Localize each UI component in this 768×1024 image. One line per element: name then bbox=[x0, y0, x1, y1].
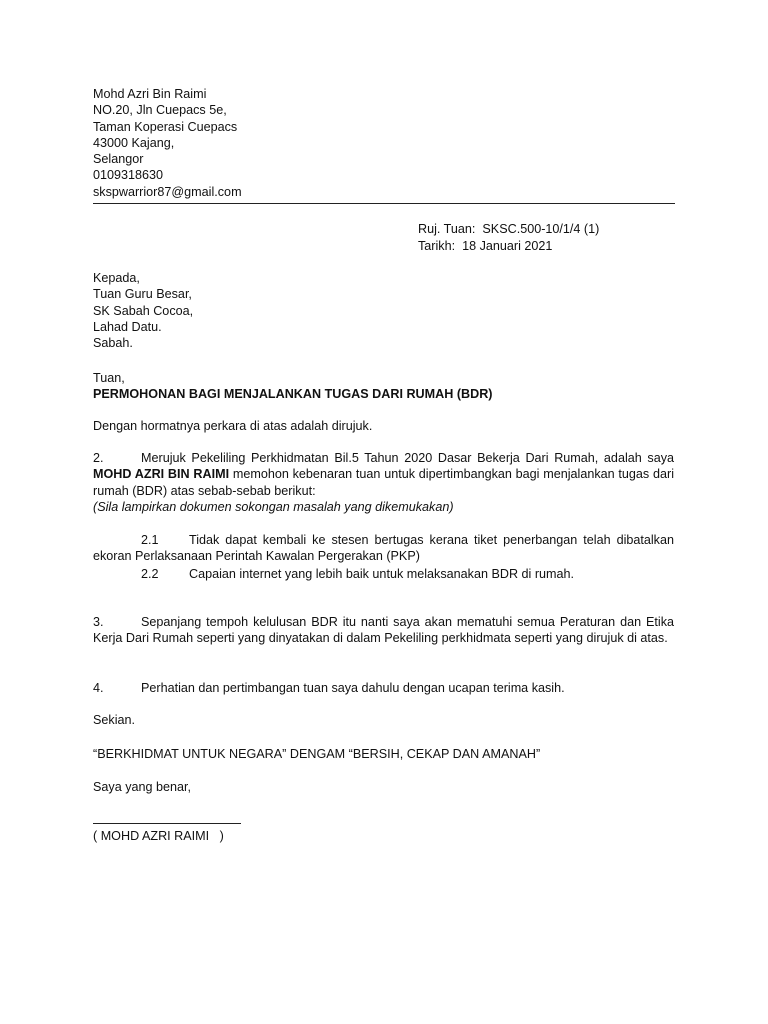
reference-label: Ruj. Tuan: bbox=[418, 222, 476, 236]
greeting-block bbox=[93, 370, 674, 403]
recipient-line: Kepada, bbox=[93, 271, 140, 285]
recipient-address bbox=[93, 270, 674, 351]
reason-text: Capaian internet yang lebih baik untuk melaksanakan BDR di rumah. bbox=[189, 567, 575, 581]
signature-line bbox=[93, 823, 241, 824]
sender-name: Mohd Azri Bin Raimi bbox=[93, 87, 207, 101]
sender-email: skspwarrior87@gmail.com bbox=[93, 184, 242, 199]
paragraph-text: memohon kebenaran tuan untuk dipertimbangkan bagi menjalankan tugas dari rumah (BDR) atas sebab-sebab berikut: bbox=[93, 467, 674, 498]
closing: Saya yang benar, bbox=[93, 780, 192, 794]
reference-block bbox=[418, 221, 599, 255]
date-label: Tarikh: bbox=[418, 239, 456, 253]
slogan: “BERKHIDMAT UNTUK NEGARA” DENGAM “BERSIH, CEKAP DAN AMANAH” bbox=[93, 747, 541, 761]
recipient-line: Tuan Guru Besar, bbox=[93, 287, 192, 302]
paragraph-text: Perhatian dan pertimbangan tuan saya dahulu dengan ucapan terima kasih. bbox=[141, 681, 565, 695]
paragraph-4 bbox=[93, 680, 674, 696]
reason-number: 2.2 bbox=[141, 567, 159, 581]
recipient-line: Lahad Datu. bbox=[93, 319, 162, 334]
reason-number: 2.1 bbox=[141, 533, 159, 547]
sign-off: Sekian. bbox=[93, 713, 136, 727]
paragraph-number: 3. bbox=[93, 615, 104, 629]
paragraph-text: Sepanjang tempoh kelulusan BDR itu nanti saya akan mematuhi semua Peraturan dan Etika Kerja Dari Rumah seperti yang dinyatakan di dalam Pekeliling perkhidmata seperti yang dirujuk di atas. bbox=[93, 615, 674, 646]
salutation: Tuan, bbox=[93, 371, 125, 385]
sender-address-line: NO.20, Jln Cuepacs 5e, bbox=[93, 103, 227, 118]
recipient-line: Sabah. bbox=[93, 336, 133, 351]
paragraph-number: 4. bbox=[93, 681, 104, 695]
reference-row bbox=[418, 221, 599, 238]
reference-value: SKSC.500-10/1/4 (1) bbox=[482, 222, 600, 236]
sender-address bbox=[93, 86, 674, 200]
date-row bbox=[418, 238, 599, 255]
signature-name: ( MOHD AZRI RAIMI ) bbox=[93, 829, 224, 843]
attachment-note: (Sila lampirkan dokumen sokongan masalah yang dikemukakan) bbox=[93, 499, 454, 514]
reason-item bbox=[93, 532, 674, 565]
applicant-name: MOHD AZRI BIN RAIMI bbox=[93, 467, 230, 482]
paragraph-text: Merujuk Pekeliling Perkhidmatan Bil.5 Tahun 2020 Dasar Bekerja Dari Rumah, adalah saya bbox=[141, 451, 674, 465]
intro-paragraph: Dengan hormatnya perkara di atas adalah dirujuk. bbox=[93, 419, 373, 433]
reason-item bbox=[93, 566, 674, 582]
paragraph-2 bbox=[93, 450, 674, 515]
sender-address-line: Taman Koperasi Cuepacs bbox=[93, 119, 238, 134]
sender-address-line: 43000 Kajang, bbox=[93, 135, 175, 150]
recipient-line: SK Sabah Cocoa, bbox=[93, 303, 194, 318]
sender-phone: 0109318630 bbox=[93, 168, 164, 183]
sender-state: Selangor bbox=[93, 152, 144, 167]
letter-subject: PERMOHONAN BAGI MENJALANKAN TUGAS DARI RUMAH (BDR) bbox=[93, 387, 493, 402]
paragraph-number: 2. bbox=[93, 451, 104, 465]
paragraph-3 bbox=[93, 614, 674, 647]
header-divider bbox=[93, 203, 675, 204]
reason-text: Tidak dapat kembali ke stesen bertugas kerana tiket penerbangan telah dibatalkan ekoran Perlaksanaan Perintah Kawalan Pergerakan (PKP) bbox=[93, 533, 674, 564]
date-value: 18 Januari 2021 bbox=[462, 239, 553, 253]
